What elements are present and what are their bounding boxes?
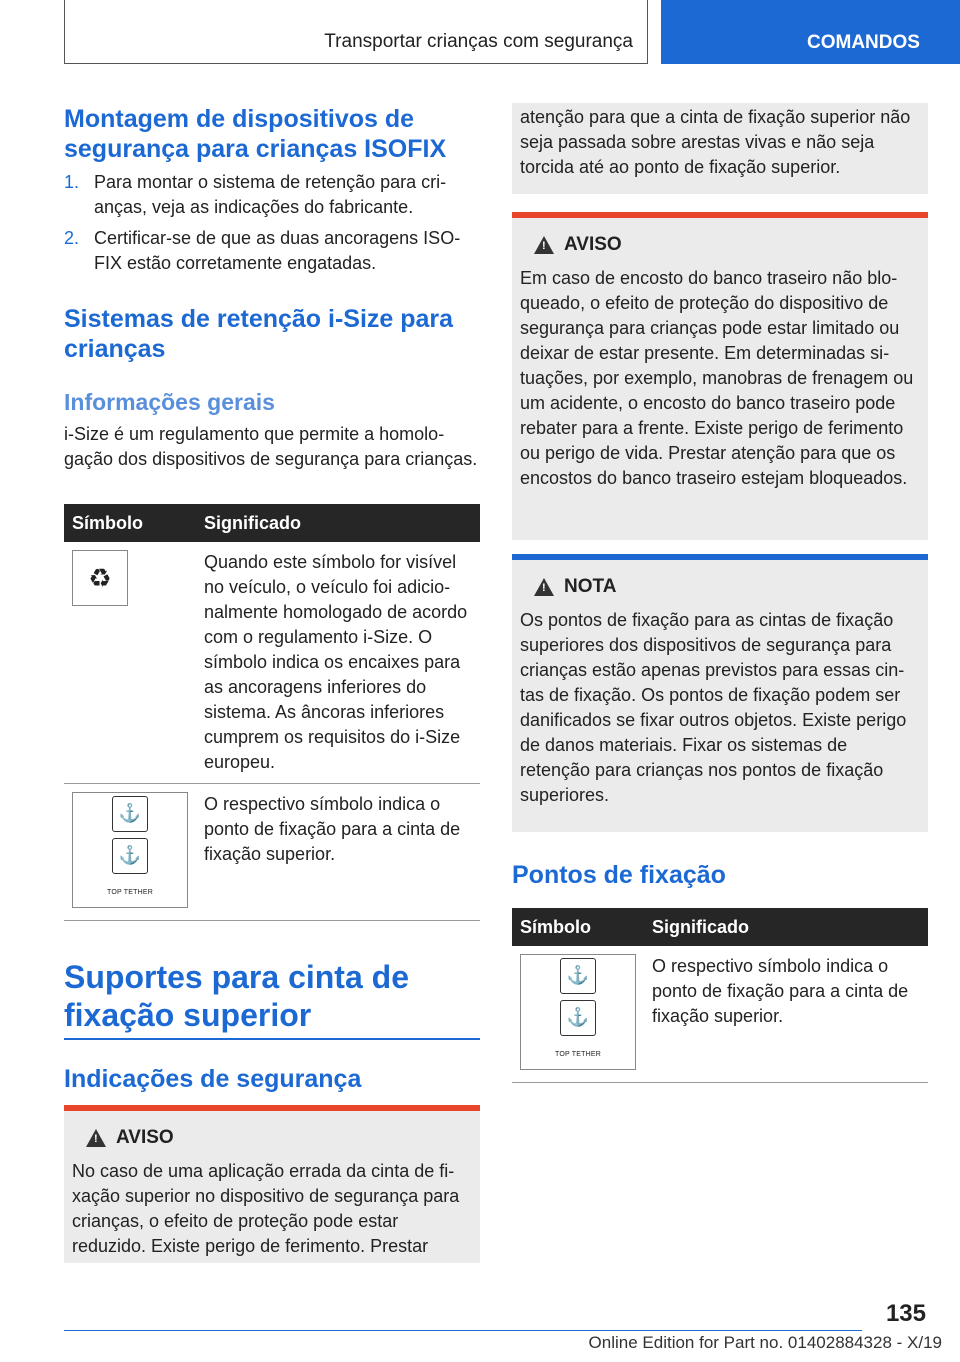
table-row: [512, 946, 928, 1083]
warning-text: Em caso de encosto do banco traseiro não bloqueado, o efeito de proteção do dispositivo de segurança para crianças pode estar limitado ou deixar de estar presente. Em determinadas situações, por exemplo, manobras de frenagem ou um acidente, o encosto do banco traseiro pode rebater para a frente. Existe perigo de ferimento ou perigo de vida. Prestar atenção para que os encostos do banco traseiro estejam bloqueados.: [520, 268, 914, 488]
header-chapter-tab[interactable]: [661, 0, 960, 64]
col-symbol: Símbolo: [512, 908, 644, 946]
col-meaning: Significado: [644, 908, 928, 946]
warning-title: AVISO: [564, 234, 622, 255]
header-section-title: Transportar crianças com segurança: [324, 31, 633, 52]
footer-text: Online Edition for Part no. 01402884328 - X/19: [588, 1333, 942, 1352]
warning-text: No caso de uma aplicação errada da cinta de fixação superior no dispositivo de segurança para crianças, o efeito de proteção pode estar reduzido. Existe perigo de ferimento. Prestar: [72, 1161, 460, 1256]
col-meaning: Significado: [196, 504, 480, 542]
warning-box: [512, 212, 928, 540]
isize-symbol-table: [64, 504, 480, 921]
safety-heading: Indicações de segurança: [64, 1065, 362, 1093]
header-section-box: [64, 0, 648, 64]
tether-heading: Suportes para cinta de fixação superior: [64, 959, 409, 1033]
header-chapter-label: COMANDOS: [807, 32, 920, 53]
anchor-seat-icon: ⚓: [112, 838, 148, 874]
top-tether-label: TOP TETHER: [555, 1050, 601, 1058]
tether-heading-block: [64, 958, 480, 1040]
isofix-i-icon: ♻: [72, 550, 128, 606]
anchor-heading: Pontos de fixação: [512, 861, 726, 889]
warning-cont-text: atenção para que a cinta de fixação superior não seja passada sobre arestas vivas e não seja torcida até ao ponto de fixação superior.: [520, 107, 911, 177]
isofix-steps: [64, 170, 480, 276]
table-row: [64, 784, 480, 921]
general-text: i-Size é um regulamento que permite a homologação dos dispositivos de segurança para crianças.: [64, 424, 478, 469]
step-item: 2. Certificar-se de que as duas ancoragens ISOFIX estão corretamente engatadas.: [64, 228, 461, 273]
top-tether-icon-box: [520, 954, 636, 1070]
col-symbol: Símbolo: [64, 504, 196, 542]
warning-title: AVISO: [116, 1127, 174, 1148]
anchor-seat-icon: ⚓: [560, 958, 596, 994]
anchor-seat-icon: ⚓: [112, 796, 148, 832]
general-heading: Informações gerais: [64, 389, 275, 415]
step-item: 1. Para montar o sistema de retenção para crianças, veja as indicações do fabricante.: [64, 172, 447, 217]
note-box: [512, 554, 928, 832]
note-icon: !: [534, 578, 554, 596]
warning-continued: [512, 103, 928, 194]
note-text: Os pontos de fixação para as cintas de fixação superiores dos dispositivos de segurança para crianças estão apenas previstos para essas cintas de fixação. Os pontos de fixação podem ser danificados se fixar outros objetos. Existe perigo de danos materiais. Fixar os sistemas de retenção para crianças nos pontos de fixação superiores.: [520, 610, 907, 805]
row-meaning: O respectivo símbolo indica o ponto de fixação para a cinta de fixação superior.: [644, 946, 928, 1083]
footer: [64, 1330, 942, 1352]
table-row: [64, 542, 480, 784]
page-number: 135: [885, 1300, 926, 1327]
anchor-seat-icon: ⚓: [560, 1000, 596, 1036]
top-tether-label: TOP TETHER: [107, 888, 153, 896]
note-title: NOTA: [564, 576, 617, 597]
isofix-heading: Montagem de dispositivos de segurança para crianças ISOFIX: [64, 105, 447, 163]
isize-heading: Sistemas de retenção i-Size para crianças: [64, 305, 454, 363]
row-meaning: Quando este símbolo for visível no veículo, o veículo foi adicionalmente homologado de acordo com o regulamento i-Size. O símbolo indica os encaixes para as ancoragens inferiores do sistema. As âncoras inferiores cumprem os requisitos do i-Size europeu.: [196, 542, 480, 784]
top-tether-icon-box: [72, 792, 188, 908]
anchor-symbol-table: [512, 908, 928, 1083]
row-meaning: O respectivo símbolo indica o ponto de fixação para a cinta de fixação superior.: [196, 784, 480, 921]
warning-icon: !: [534, 236, 554, 254]
warning-icon: !: [86, 1129, 106, 1147]
warning-box: [64, 1105, 480, 1263]
